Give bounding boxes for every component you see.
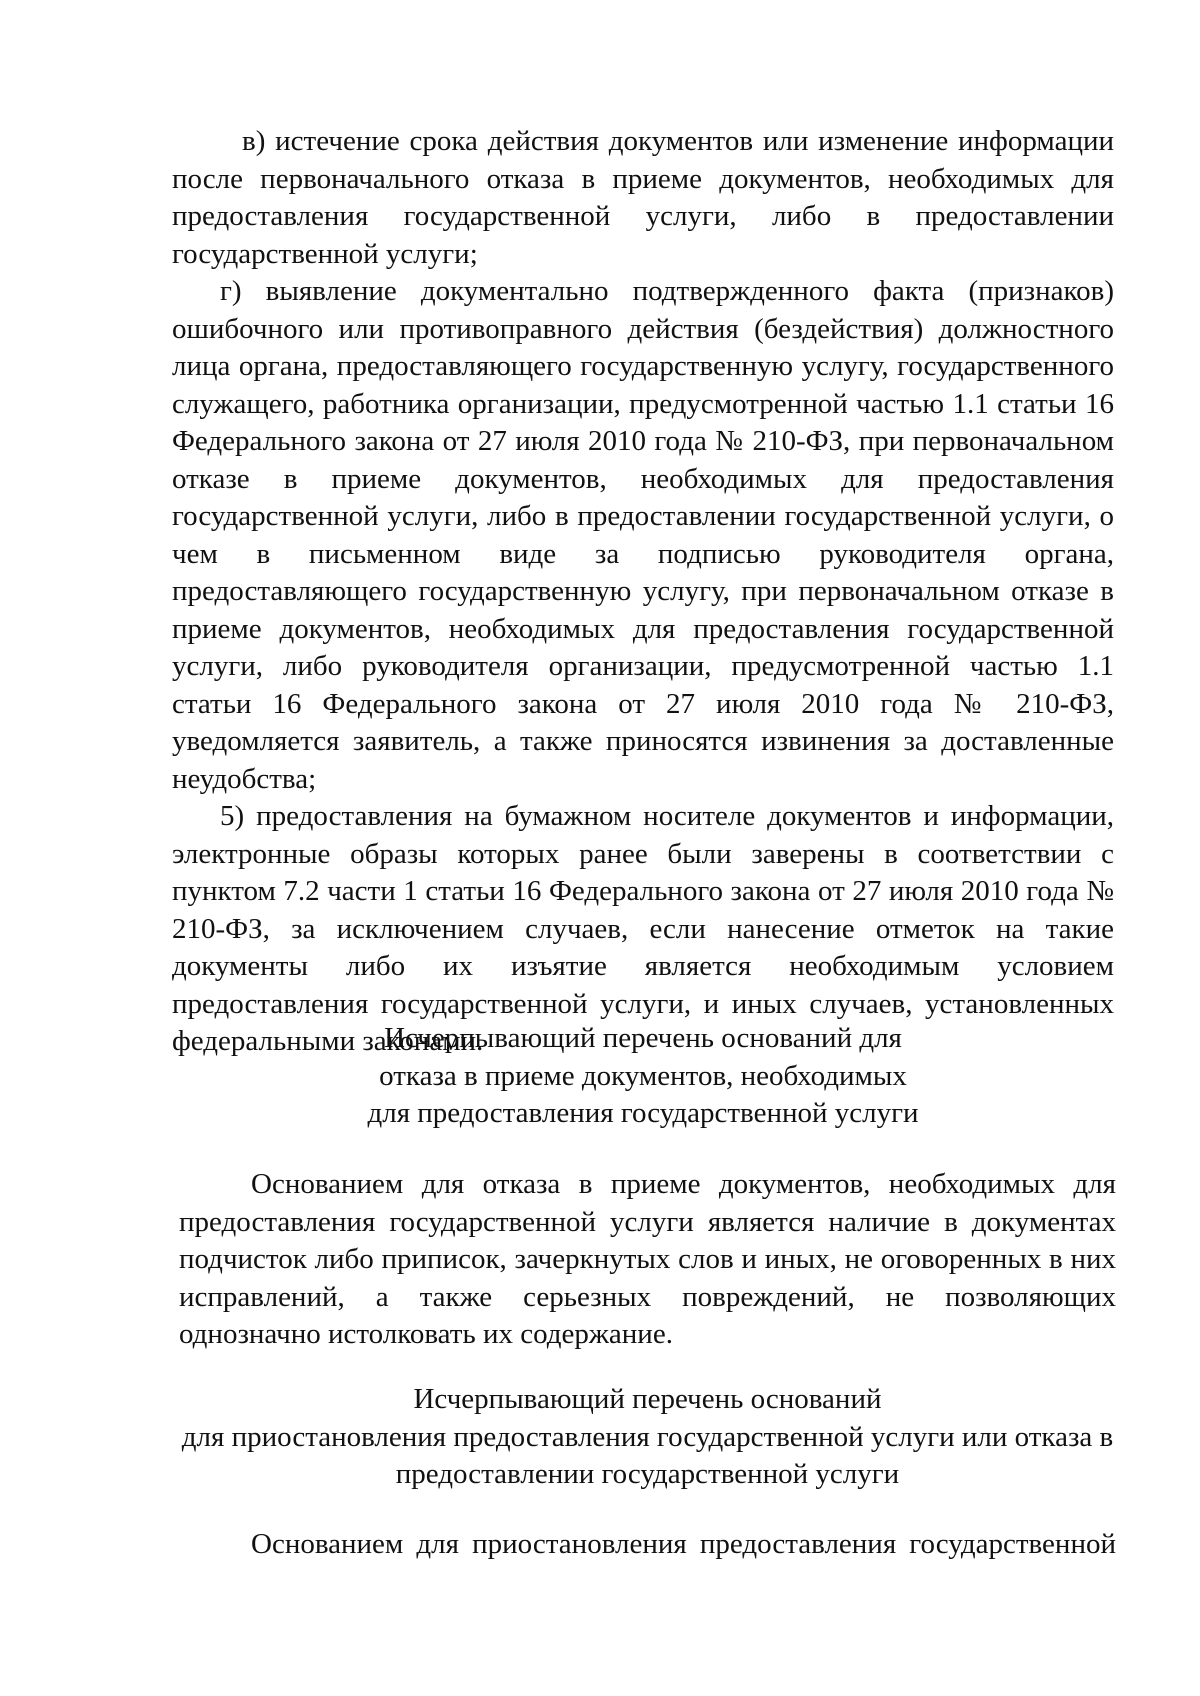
paragraph-item-g: г) выявление документально подтвержденного факта (признаков) ошибочного или противоправного действия (бездействия) должностного лица органа, предоставляющего государственную услугу, государственного служащего, работника организации, предусмотренной частью 1.1 статьи 16 Федерального закона от 27 июля 2010 года № 210-ФЗ, при первоначальном отказе в приеме документов, необходимых для предоставления государственной услуги, либо в предоставлении государственной услуги, о чем в письменном виде за подписью руководителя органа, предоставляющего государственную услугу, при первоначальном отказе в приеме документов, необходимых для предоставления государственной услуги, либо руководителя организации, предусмотренной частью 1.1 статьи 16 Федерального закона от 27 июля 2010 года № 210-ФЗ, уведомляется заявитель, а также приносятся извинения за доставленные неудобства;	[172, 275, 1114, 795]
paragraph-item-5: 5) предоставления на бумажном носителе документов и информации, электронные образы которых ранее были заверены в соответствии с пунктом 7.2 части 1 статьи 16 Федерального закона от 27 июля 2010 года № 210-ФЗ, за исключением случаев, если нанесение отметок на такие документы либо их изъятие является необходимым условием предоставления государственной услуги, и иных случаев, установленных федеральными законами.	[172, 800, 1114, 1057]
heading-line: Исчерпывающий перечень оснований для	[384, 1022, 902, 1054]
suspension-grounds-body	[179, 1526, 1116, 1564]
paragraph-item-v: в) истечение срока действия документов или изменение информации после первоначального отказа в приеме документов, необходимых для предоставления государственной услуги, либо в предоставлении государственной услуги;	[172, 125, 1114, 270]
section-heading-refusal-grounds	[172, 1020, 1114, 1133]
list-continuation	[172, 123, 1114, 1061]
heading-line: Исчерпывающий перечень оснований	[413, 1383, 882, 1415]
paragraph-suspension-start: Основанием для приостановления предоставления государственной	[251, 1528, 1116, 1560]
heading-line: для приостановления предоставления государственной услуги или отказа в	[181, 1420, 1114, 1453]
section-heading-suspension-grounds	[179, 1381, 1116, 1494]
heading-line: для предоставления государственной услуги	[367, 1097, 919, 1129]
refusal-grounds-body	[179, 1166, 1116, 1354]
heading-line: предоставлении государственной услуги	[395, 1458, 900, 1490]
heading-line: отказа в приеме документов, необходимых	[379, 1059, 907, 1092]
paragraph-refusal: Основанием для отказа в приеме документов, необходимых для предоставления государственной услуги является наличие в документах подчисток либо приписок, зачеркнутых слов и иных, не оговоренных в них исправлений, а также серьезных повреждений, не позволяющих однозначно истолковать их содержание.	[179, 1168, 1116, 1350]
